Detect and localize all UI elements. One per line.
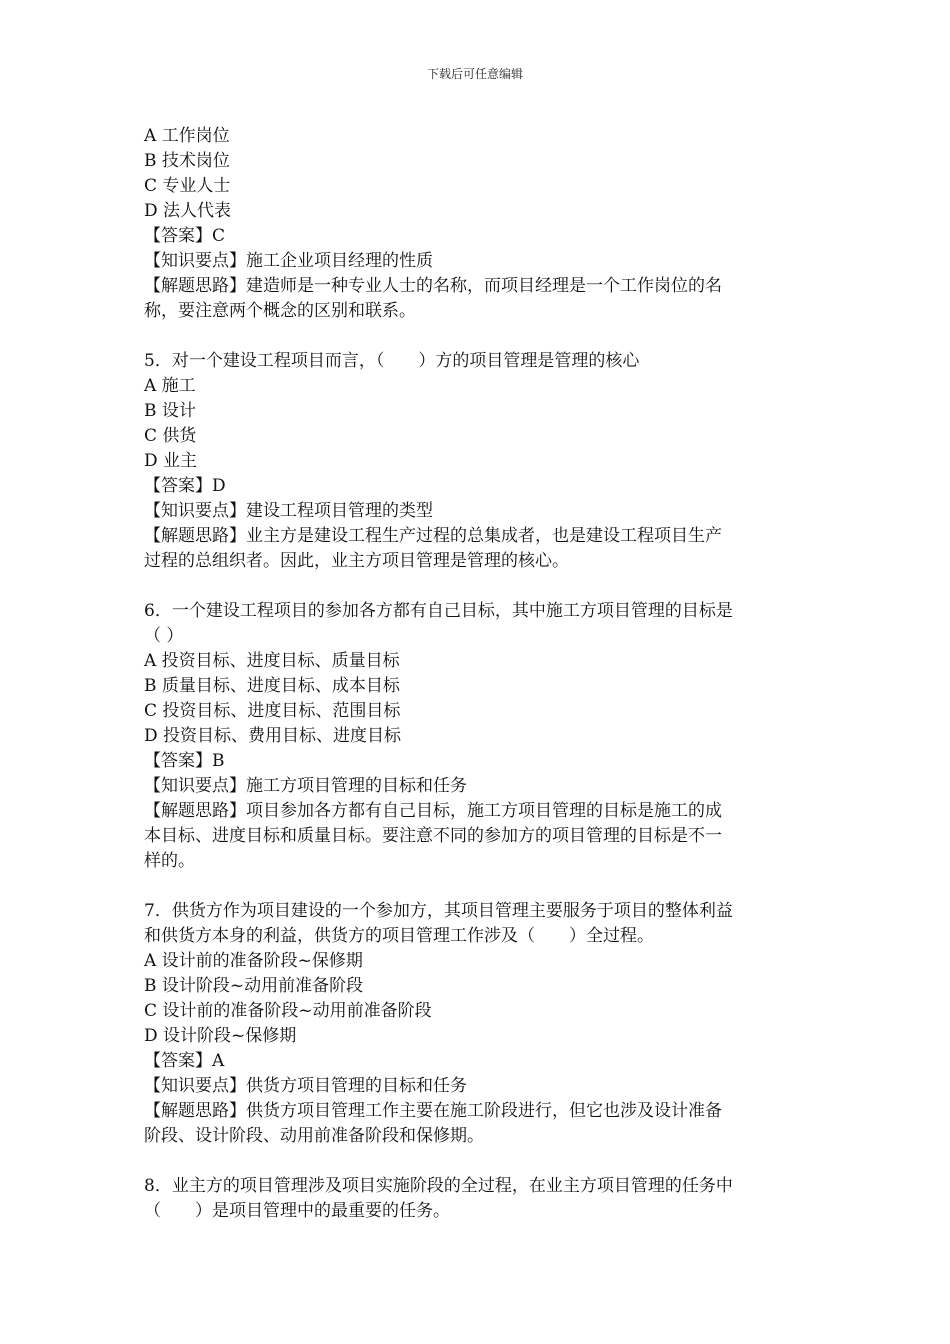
text-line: 【解题思路】建造师是一种专业人士的名称，而项目经理是一个工作岗位的名	[144, 276, 722, 296]
text-line: 样的。	[144, 851, 195, 871]
text-line: 过程的总组织者。因此，业主方项目管理是管理的核心。	[144, 551, 569, 571]
text-line: A 施工	[144, 376, 196, 396]
text-line: C 设计前的准备阶段~动用前准备阶段	[144, 1001, 432, 1021]
question-block	[144, 1174, 809, 1224]
paragraph-gap	[144, 1149, 809, 1174]
text-line: 阶段、设计阶段、动用前准备阶段和保修期。	[144, 1126, 484, 1146]
text-line: C 投资目标、进度目标、范围目标	[144, 701, 401, 721]
text-line: C 专业人士	[144, 176, 231, 196]
text-line: 8．业主方的项目管理涉及项目实施阶段的全过程，在业主方项目管理的任务中	[144, 1176, 733, 1196]
text-line: 和供货方本身的利益，供货方的项目管理工作涉及（ ）全过程。	[144, 926, 654, 946]
question-block	[144, 599, 809, 874]
text-line: D 法人代表	[144, 201, 232, 221]
text-line: 【知识要点】供货方项目管理的目标和任务	[144, 1076, 467, 1096]
question-block	[144, 349, 809, 574]
question-block	[144, 124, 809, 324]
text-line: 【知识要点】施工企业项目经理的性质	[144, 251, 433, 271]
question-block	[144, 899, 809, 1149]
text-line: （ ）是项目管理中的最重要的任务。	[144, 1201, 450, 1221]
text-line: 【解题思路】项目参加各方都有自己目标，施工方项目管理的目标是施工的成	[144, 801, 722, 821]
paragraph-gap	[144, 874, 809, 899]
text-line: D 投资目标、费用目标、进度目标	[144, 726, 402, 746]
text-line: 称，要注意两个概念的区别和联系。	[144, 301, 416, 321]
text-line: 【答案】A	[144, 1051, 225, 1071]
document-body	[144, 124, 809, 1224]
text-line: 【解题思路】供货方项目管理工作主要在施工阶段进行，但它也涉及设计准备	[144, 1101, 722, 1121]
text-line: A 设计前的准备阶段~保修期	[144, 951, 363, 971]
text-line: 5．对一个建设工程项目而言，（ ）方的项目管理是管理的核心	[144, 351, 640, 371]
text-line: 【答案】C	[144, 226, 226, 246]
text-line: 【知识要点】建设工程项目管理的类型	[144, 501, 433, 521]
text-line: 【解题思路】业主方是建设工程生产过程的总集成者，也是建设工程项目生产	[144, 526, 722, 546]
page-header: 下载后可任意编辑	[426, 67, 523, 81]
text-line: D 设计阶段~保修期	[144, 1026, 297, 1046]
text-line: （ ）	[144, 626, 184, 646]
text-line: D 业主	[144, 451, 198, 471]
text-line: 6．一个建设工程项目的参加各方都有自己目标，其中施工方项目管理的目标是	[144, 601, 733, 621]
text-line: B 设计阶段~动用前准备阶段	[144, 976, 364, 996]
text-line: 本目标、进度目标和质量目标。要注意不同的参加方的项目管理的目标是不一	[144, 826, 722, 846]
text-line: 【答案】B	[144, 751, 225, 771]
text-line: 【知识要点】施工方项目管理的目标和任务	[144, 776, 467, 796]
paragraph-gap	[144, 324, 809, 349]
text-line: B 技术岗位	[144, 151, 230, 171]
text-line: A 工作岗位	[144, 126, 230, 146]
text-line: 7．供货方作为项目建设的一个参加方，其项目管理主要服务于项目的整体利益	[144, 901, 733, 921]
text-line: A 投资目标、进度目标、质量目标	[144, 651, 400, 671]
text-line: C 供货	[144, 426, 197, 446]
text-line: B 设计	[144, 401, 196, 421]
text-line: 【答案】D	[144, 476, 226, 496]
text-line: B 质量目标、进度目标、成本目标	[144, 676, 400, 696]
paragraph-gap	[144, 574, 809, 599]
